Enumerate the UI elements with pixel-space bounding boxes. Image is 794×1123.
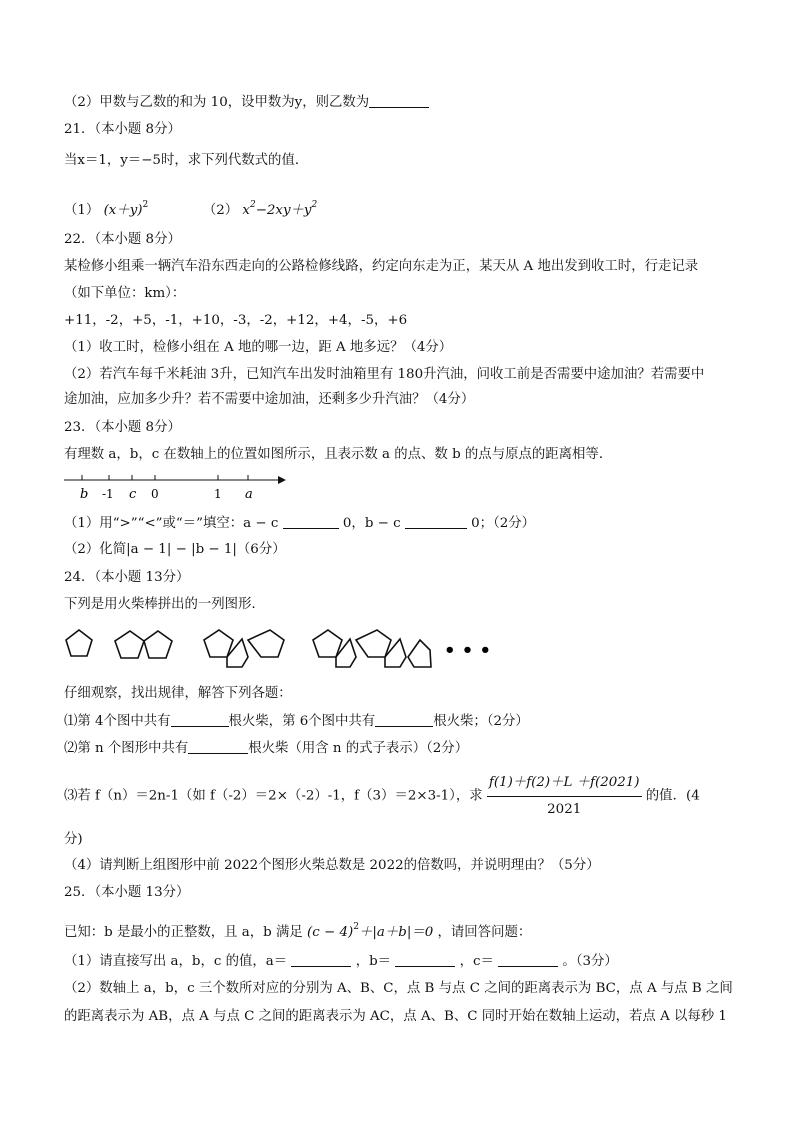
arrow-right-icon	[278, 476, 286, 484]
answer-blank[interactable]	[171, 712, 229, 727]
number-line-figure	[60, 468, 290, 508]
fraction-numerator: f(1)＋f(2)＋L ＋f(2021)	[487, 772, 642, 797]
q22-part1: （1）收工时，检修小组在 A 地的哪一边，距 A 地多远？（4分）	[64, 340, 453, 355]
axis-label-minus1: -1	[102, 487, 114, 501]
axis-label-0: 0	[151, 487, 159, 501]
q22-header: 22．（本小题 8分）	[64, 232, 181, 247]
axis-label-1: 1	[214, 487, 222, 501]
q22-part2-line2: 途加油，应加多少升？若不需要中途加油，还剩多少升汽油？（4分）	[64, 392, 475, 407]
answer-blank[interactable]	[369, 93, 429, 108]
q23-part1: （1）用“>”“<”或“＝”填空：a − c 0，b − c 0；（2分）	[64, 516, 536, 531]
q25-part1: （1）请直接写出 a，b，c 的值，a＝ ，b＝ ，c＝ 。（3分）	[64, 954, 618, 969]
q24-prompt: 仔细观察，找出规律，解答下列各题：	[64, 686, 292, 701]
axis-label-b: b	[80, 487, 89, 502]
q22-record: +11，-2，+5，-1，+10，-3，-2，+12，+4，-5，+6	[64, 313, 408, 328]
answer-blank[interactable]	[375, 712, 433, 727]
q24-intro: 下列是用火柴棒拼出的一列图形．	[64, 597, 265, 612]
figure-2	[115, 631, 172, 658]
ellipsis: • • •	[444, 640, 492, 661]
q23-header: 23．（本小题 8分）	[64, 420, 181, 435]
axis-label-c: c	[129, 487, 137, 502]
fraction-denominator: 2021	[547, 802, 582, 817]
q23-intro: 有理数 a，b，c 在数轴上的位置如图所示，且表示数 a 的点、数 b 的点与原点的距离相等．	[64, 447, 613, 462]
q24-part1: ⑴第 4个图中共有 根火柴，第 6个图中共有 根火柴；（2分）	[64, 714, 529, 729]
figure-4	[313, 630, 431, 667]
answer-blank-c[interactable]	[498, 952, 558, 967]
q21-expr1: (x＋y)	[103, 203, 143, 218]
q25-part2-line1: （2）数轴上 a，b，c 三个数所对应的分别为 A、B、C，点 B 与点 C 之间的距离表示为 BC，点 A 与点 B 之间	[64, 981, 733, 996]
matchstick-figures	[58, 620, 498, 678]
q25-intro: 已知：b 是最小的正整数，且 a，b 满足 $(c - 4)^2+|a+b|=0$ ，请回答问题：	[64, 922, 532, 940]
figure-3	[204, 630, 284, 667]
fraction	[487, 772, 642, 821]
q21-intro: 当x＝1，y＝−5时，求下列代数式的值．	[64, 153, 309, 168]
q24-part2: ⑵第 n 个图形中共有 根火柴（用含 n 的式子表示）（2分）	[64, 741, 469, 756]
q24-header: 24．（本小题 13分）	[64, 570, 190, 585]
answer-blank[interactable]	[188, 739, 248, 754]
answer-blank-a[interactable]	[291, 952, 351, 967]
q22-line2: （如下单位：km）：	[64, 286, 186, 301]
q24-part4: （4）请判断上组图形中前 2022个图形火柴总数是 2022的倍数吗，并说明理由？（5分）	[64, 858, 600, 873]
q25-header: 25．（本小题 13分）	[64, 885, 190, 900]
q24-part3-cont: 分)	[64, 832, 83, 847]
q22-line1: 某检修小组乘一辆汽车沿东西走向的公路检修线路，约定向东走为正，某天从 A 地出发到收工时，行走记录	[64, 259, 699, 274]
q24-part3: ⑶若 f（n）＝2n-1（如 f（-2）＝2×（-2）-1，f（3）＝2×3-1），求 $\frac{f(1)+f(2)+L +f(2021)}{2021}$ 的值．(4	[64, 772, 700, 821]
q20-part2: （2）甲数与乙数的和为 10，设甲数为y，则乙数为	[64, 93, 429, 112]
q23-part2: （2）化简|a − 1| − |b − 1|（6分）	[64, 542, 286, 557]
q21-parts: （1） $(x+y)^2$ （2） $x^2-2xy+y^2$	[64, 200, 318, 218]
q21-header: 21．（本小题 8分）	[64, 122, 181, 137]
q22-part2-line1: （2）若汽车每千米耗油 3升，已知汽车出发时油箱里有 180升汽油，问收工前是否需要中途加油？若需要中	[64, 367, 705, 382]
q21-expr2: $x^2-2xy+y^2$	[242, 200, 318, 218]
figure-1	[66, 630, 92, 656]
q25-part2-line2: 的距离表示为 AB，点 A 与点 C 之间的距离表示为 AC，点 A、B、C 同时开始在数轴上运动，若点 A 以每秒 1	[64, 1009, 727, 1024]
axis-label-a: a	[245, 487, 253, 502]
answer-blank[interactable]	[405, 514, 467, 529]
answer-blank[interactable]	[283, 514, 339, 529]
answer-blank-b[interactable]	[395, 952, 455, 967]
